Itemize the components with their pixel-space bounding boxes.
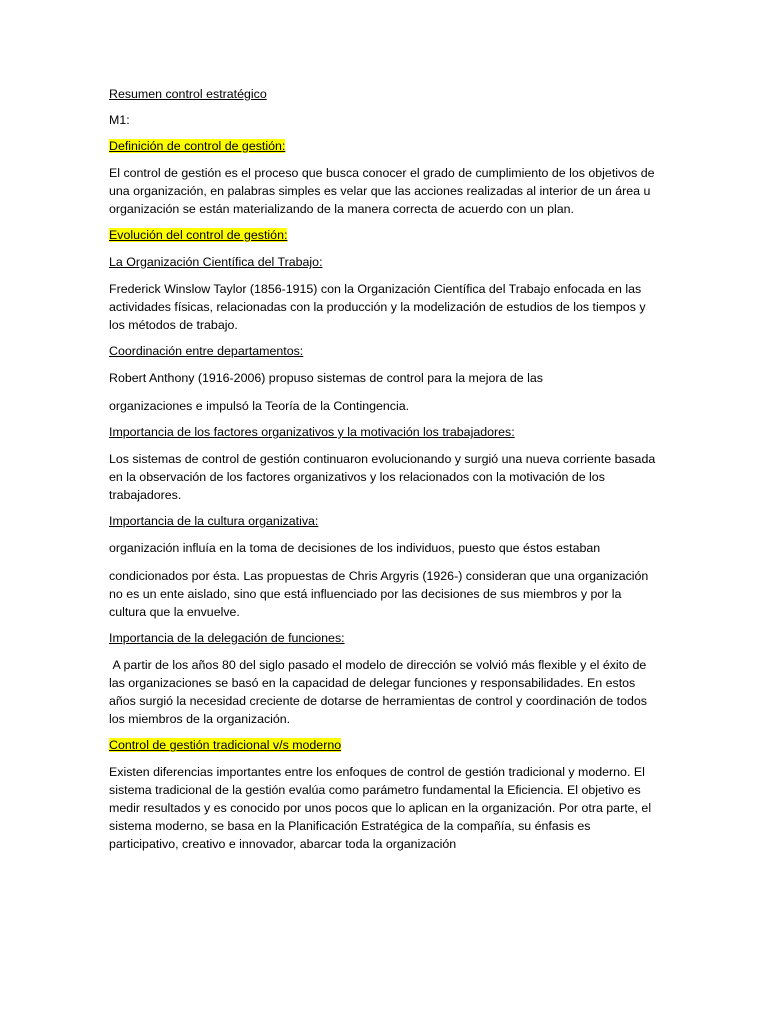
heading-text: Definición de control de gestión: [109,139,286,153]
heading-definicion [109,137,657,155]
paragraph-tradicional: Existen diferencias importantes entre los enfoques de control de gestión tradicional y moderno. El sistema tradicional de la gestión evalúa como parámetro fundamental la Eficiencia. El objetivo es medir resultados y es conocido por unos pocos que lo aplican en la organización. Por otra parte, el sistema moderno, se basa en la Planificación Estratégica de la compañía, su énfasis es participativo, creativo e innovador, abarcar toda la organización [109,765,652,851]
heading-text: Control de gestión tradicional v/s moderno [109,738,342,752]
paragraph-coordinacion-1: Robert Anthony (1916-2006) propuso sistemas de control para la mejora de las [109,371,543,385]
paragraph-ocdt: Frederick Winslow Taylor (1856-1915) con la Organización Científica del Trabajo enfocada en las actividades físicas, relacionadas con la producción y la modelización de estudios de los tiempos y los métodos de trabajo. [109,282,646,332]
heading-text: Evolución del control de gestión: [109,228,288,242]
paragraph-cultura-2: condicionados por ésta. Las propuestas de Chris Argyris (1926-) consideran que una organización no es un ente aislado, sino que está influenciado por las decisiones de sus miembros y por la cultura que la envuelve. [109,569,649,619]
module-label: M1: [109,113,130,127]
paragraph-factores: Los sistemas de control de gestión continuaron evolucionando y surgió una nueva corriente basada en la observación de los factores organizativos y los relacionados con la motivación de los trabajadores. [109,452,656,502]
heading-tradicional [109,736,657,754]
paragraph-definicion: El control de gestión es el proceso que busca conocer el grado de cumplimiento de los objetivos de una organización, en palabras simples es velar que las acciones realizadas al interior de un área u organización se están materializando de la manera correcta de acuerdo con un plan. [109,166,655,216]
heading-coordinacion: Coordinación entre departamentos: [109,344,304,358]
heading-evolucion [109,226,657,244]
heading-ocdt: La Organización Científica del Trabajo: [109,255,323,269]
document-title: Resumen control estratégico [109,87,267,101]
heading-factores: Importancia de los factores organizativos y la motivación los trabajadores: [109,425,515,439]
paragraph-coordinacion-2: organizaciones e impulsó la Teoría de la Contingencia. [109,399,410,413]
paragraph-delegacion: A partir de los años 80 del siglo pasado el modelo de dirección se volvió más flexible y el éxito de las organizaciones se basó en la capacidad de delegar funciones y responsabilidades. En estos años surgió la necesidad creciente de dotarse de herramientas de control y coordinación de todos los miembros de la organización. [109,658,651,726]
paragraph-cultura-1: organización influía en la toma de decisiones de los individuos, puesto que éstos estaban [109,541,601,555]
heading-cultura: Importancia de la cultura organizativa: [109,514,319,528]
document-body [109,85,657,861]
heading-delegacion: Importancia de la delegación de funciones: [109,631,345,645]
